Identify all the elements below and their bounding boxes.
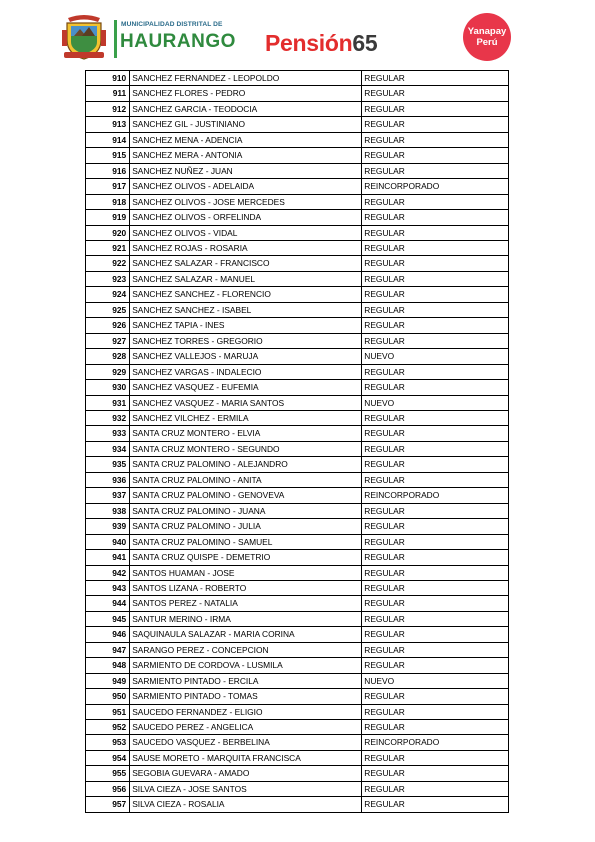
row-number: 941 bbox=[86, 550, 130, 565]
beneficiary-status: REGULAR bbox=[362, 194, 509, 209]
beneficiary-name: SANTA CRUZ PALOMINO - GENOVEVA bbox=[130, 488, 362, 503]
beneficiary-name: SANTOS LIZANA - ROBERTO bbox=[130, 580, 362, 595]
row-number: 915 bbox=[86, 148, 130, 163]
table-row bbox=[86, 673, 509, 688]
beneficiary-status: REGULAR bbox=[362, 580, 509, 595]
row-number: 930 bbox=[86, 380, 130, 395]
beneficiary-name: SARMIENTO PINTADO - ERCILA bbox=[130, 673, 362, 688]
row-number: 917 bbox=[86, 179, 130, 194]
row-number: 925 bbox=[86, 302, 130, 317]
table-row bbox=[86, 101, 509, 116]
beneficiary-status: REGULAR bbox=[362, 781, 509, 796]
table-row bbox=[86, 364, 509, 379]
row-number: 942 bbox=[86, 565, 130, 580]
row-number: 913 bbox=[86, 117, 130, 132]
table-row bbox=[86, 318, 509, 333]
municipality-logo bbox=[114, 20, 236, 60]
beneficiary-status: REGULAR bbox=[362, 101, 509, 116]
beneficiary-status: REGULAR bbox=[362, 132, 509, 147]
beneficiary-status: REINCORPORADO bbox=[362, 735, 509, 750]
table-row bbox=[86, 596, 509, 611]
table-row bbox=[86, 550, 509, 565]
beneficiary-status: REGULAR bbox=[362, 642, 509, 657]
beneficiary-name: SANCHEZ TORRES - GREGORIO bbox=[130, 333, 362, 348]
table-row bbox=[86, 750, 509, 765]
table-row bbox=[86, 410, 509, 425]
beneficiary-name: SARMIENTO DE CORDOVA - LUSMILA bbox=[130, 658, 362, 673]
beneficiary-name: SILVA CIEZA - JOSE SANTOS bbox=[130, 781, 362, 796]
beneficiary-status: REGULAR bbox=[362, 287, 509, 302]
table-row bbox=[86, 488, 509, 503]
beneficiary-status: REGULAR bbox=[362, 627, 509, 642]
beneficiary-name: SANTA CRUZ PALOMINO - ANITA bbox=[130, 472, 362, 487]
row-number: 931 bbox=[86, 395, 130, 410]
beneficiary-name: SANCHEZ ROJAS - ROSARIA bbox=[130, 240, 362, 255]
row-number: 918 bbox=[86, 194, 130, 209]
beneficiary-status: REGULAR bbox=[362, 426, 509, 441]
beneficiary-status: NUEVO bbox=[362, 349, 509, 364]
beneficiary-status: REGULAR bbox=[362, 380, 509, 395]
row-number: 934 bbox=[86, 441, 130, 456]
table-row bbox=[86, 240, 509, 255]
beneficiary-name: SARMIENTO PINTADO - TOMAS bbox=[130, 689, 362, 704]
table-row bbox=[86, 426, 509, 441]
beneficiary-status: REGULAR bbox=[362, 86, 509, 101]
table-row bbox=[86, 720, 509, 735]
beneficiary-name: SARANGO PEREZ - CONCEPCION bbox=[130, 642, 362, 657]
row-number: 949 bbox=[86, 673, 130, 688]
beneficiary-status: REGULAR bbox=[362, 457, 509, 472]
beneficiary-status: REGULAR bbox=[362, 71, 509, 86]
row-number: 956 bbox=[86, 781, 130, 796]
municipal-crest-logo bbox=[62, 14, 106, 60]
beneficiary-status: REGULAR bbox=[362, 271, 509, 286]
municipality-label: MUNICIPALIDAD DISTRITAL DE bbox=[121, 21, 223, 28]
beneficiaries-table-body bbox=[86, 71, 509, 813]
beneficiary-name: SAUSE MORETO - MARQUITA FRANCISCA bbox=[130, 750, 362, 765]
beneficiary-status: REGULAR bbox=[362, 720, 509, 735]
pension-number: 65 bbox=[352, 30, 378, 56]
row-number: 952 bbox=[86, 720, 130, 735]
beneficiary-status: REGULAR bbox=[362, 117, 509, 132]
beneficiary-status: REGULAR bbox=[362, 550, 509, 565]
beneficiary-name: SANCHEZ VASQUEZ - MARIA SANTOS bbox=[130, 395, 362, 410]
beneficiary-name: SANCHEZ FLORES - PEDRO bbox=[130, 86, 362, 101]
pension65-logo bbox=[265, 30, 377, 57]
table-row bbox=[86, 627, 509, 642]
beneficiary-status: REGULAR bbox=[362, 364, 509, 379]
beneficiary-name: SAUCEDO VASQUEZ - BERBELINA bbox=[130, 735, 362, 750]
row-number: 951 bbox=[86, 704, 130, 719]
beneficiary-status: REGULAR bbox=[362, 611, 509, 626]
beneficiary-status: REGULAR bbox=[362, 210, 509, 225]
beneficiary-name: SAUCEDO PEREZ - ANGELICA bbox=[130, 720, 362, 735]
row-number: 914 bbox=[86, 132, 130, 147]
row-number: 924 bbox=[86, 287, 130, 302]
row-number: 950 bbox=[86, 689, 130, 704]
beneficiary-status: REGULAR bbox=[362, 596, 509, 611]
row-number: 953 bbox=[86, 735, 130, 750]
beneficiary-status: REGULAR bbox=[362, 333, 509, 348]
row-number: 943 bbox=[86, 580, 130, 595]
beneficiary-status: REGULAR bbox=[362, 565, 509, 580]
row-number: 929 bbox=[86, 364, 130, 379]
page-header bbox=[0, 0, 595, 68]
beneficiary-name: SANCHEZ VARGAS - INDALECIO bbox=[130, 364, 362, 379]
beneficiary-name: SANCHEZ SANCHEZ - FLORENCIO bbox=[130, 287, 362, 302]
beneficiary-name: SANTA CRUZ MONTERO - SEGUNDO bbox=[130, 441, 362, 456]
table-row bbox=[86, 287, 509, 302]
beneficiary-status: REGULAR bbox=[362, 797, 509, 812]
beneficiary-name: SANCHEZ VASQUEZ - EUFEMIA bbox=[130, 380, 362, 395]
beneficiary-status: REGULAR bbox=[362, 534, 509, 549]
table-row bbox=[86, 658, 509, 673]
beneficiary-name: SANTUR MERINO - IRMA bbox=[130, 611, 362, 626]
beneficiary-name: SANCHEZ GARCIA - TEODOCIA bbox=[130, 101, 362, 116]
table-row bbox=[86, 519, 509, 534]
beneficiary-status: REGULAR bbox=[362, 225, 509, 240]
beneficiary-name: SANCHEZ GIL - JUSTINIANO bbox=[130, 117, 362, 132]
table-row bbox=[86, 611, 509, 626]
beneficiaries-table bbox=[85, 70, 509, 813]
beneficiary-name: SANCHEZ OLIVOS - ORFELINDA bbox=[130, 210, 362, 225]
row-number: 923 bbox=[86, 271, 130, 286]
table-row bbox=[86, 457, 509, 472]
row-number: 937 bbox=[86, 488, 130, 503]
pension-word: Pensión bbox=[265, 30, 353, 56]
beneficiary-name: SANCHEZ OLIVOS - ADELAIDA bbox=[130, 179, 362, 194]
table-row bbox=[86, 766, 509, 781]
beneficiary-name: SANCHEZ SALAZAR - FRANCISCO bbox=[130, 256, 362, 271]
beneficiary-status: REGULAR bbox=[362, 441, 509, 456]
table-row bbox=[86, 534, 509, 549]
beneficiary-name: SAQUINAULA SALAZAR - MARIA CORINA bbox=[130, 627, 362, 642]
table-row bbox=[86, 117, 509, 132]
table-row bbox=[86, 163, 509, 178]
beneficiary-name: SANCHEZ TAPIA - INES bbox=[130, 318, 362, 333]
table-row bbox=[86, 580, 509, 595]
table-row bbox=[86, 148, 509, 163]
beneficiary-status: REINCORPORADO bbox=[362, 488, 509, 503]
beneficiary-status: REGULAR bbox=[362, 318, 509, 333]
beneficiary-name: SANCHEZ SANCHEZ - ISABEL bbox=[130, 302, 362, 317]
row-number: 919 bbox=[86, 210, 130, 225]
table-row bbox=[86, 132, 509, 147]
beneficiary-status: REGULAR bbox=[362, 410, 509, 425]
beneficiary-status: REGULAR bbox=[362, 240, 509, 255]
table-row bbox=[86, 302, 509, 317]
table-row bbox=[86, 333, 509, 348]
beneficiary-status: REGULAR bbox=[362, 658, 509, 673]
row-number: 954 bbox=[86, 750, 130, 765]
beneficiary-name: SANTA CRUZ PALOMINO - SAMUEL bbox=[130, 534, 362, 549]
logo-accent-bar bbox=[114, 20, 117, 58]
row-number: 957 bbox=[86, 797, 130, 812]
beneficiary-name: SANTA CRUZ PALOMINO - JUANA bbox=[130, 503, 362, 518]
beneficiary-name: SANCHEZ OLIVOS - JOSE MERCEDES bbox=[130, 194, 362, 209]
table-row bbox=[86, 225, 509, 240]
table-row bbox=[86, 642, 509, 657]
row-number: 921 bbox=[86, 240, 130, 255]
beneficiary-name: SANTOS PEREZ - NATALIA bbox=[130, 596, 362, 611]
row-number: 955 bbox=[86, 766, 130, 781]
table-row bbox=[86, 271, 509, 286]
row-number: 944 bbox=[86, 596, 130, 611]
beneficiary-status: REGULAR bbox=[362, 163, 509, 178]
beneficiary-status: REGULAR bbox=[362, 472, 509, 487]
beneficiary-status: NUEVO bbox=[362, 673, 509, 688]
beneficiary-name: SANTA CRUZ MONTERO - ELVIA bbox=[130, 426, 362, 441]
beneficiary-name: SANCHEZ NUÑEZ - JUAN bbox=[130, 163, 362, 178]
row-number: 911 bbox=[86, 86, 130, 101]
row-number: 938 bbox=[86, 503, 130, 518]
table-row bbox=[86, 210, 509, 225]
beneficiary-status: NUEVO bbox=[362, 395, 509, 410]
row-number: 922 bbox=[86, 256, 130, 271]
beneficiary-name: SANTA CRUZ PALOMINO - JULIA bbox=[130, 519, 362, 534]
beneficiary-status: REGULAR bbox=[362, 148, 509, 163]
beneficiary-name: SANCHEZ SALAZAR - MANUEL bbox=[130, 271, 362, 286]
yanapay-line2: Perú bbox=[476, 37, 498, 48]
table-row bbox=[86, 86, 509, 101]
row-number: 926 bbox=[86, 318, 130, 333]
beneficiary-name: SANCHEZ OLIVOS - VIDAL bbox=[130, 225, 362, 240]
yanapay-peru-logo bbox=[463, 13, 511, 61]
table-row bbox=[86, 179, 509, 194]
table-row bbox=[86, 689, 509, 704]
row-number: 946 bbox=[86, 627, 130, 642]
row-number: 935 bbox=[86, 457, 130, 472]
beneficiary-status: REINCORPORADO bbox=[362, 179, 509, 194]
row-number: 916 bbox=[86, 163, 130, 178]
row-number: 910 bbox=[86, 71, 130, 86]
beneficiary-status: REGULAR bbox=[362, 519, 509, 534]
row-number: 932 bbox=[86, 410, 130, 425]
table-row bbox=[86, 503, 509, 518]
table-row bbox=[86, 380, 509, 395]
row-number: 920 bbox=[86, 225, 130, 240]
table-row bbox=[86, 781, 509, 796]
beneficiary-name: SANTOS HUAMAN - JOSE bbox=[130, 565, 362, 580]
beneficiary-name: SAUCEDO FERNANDEZ - ELIGIO bbox=[130, 704, 362, 719]
beneficiary-name: SANCHEZ VALLEJOS - MARUJA bbox=[130, 349, 362, 364]
beneficiary-name: SANTA CRUZ QUISPE - DEMETRIO bbox=[130, 550, 362, 565]
table-row bbox=[86, 194, 509, 209]
beneficiary-status: REGULAR bbox=[362, 704, 509, 719]
row-number: 912 bbox=[86, 101, 130, 116]
row-number: 945 bbox=[86, 611, 130, 626]
table-row bbox=[86, 71, 509, 86]
row-number: 939 bbox=[86, 519, 130, 534]
row-number: 928 bbox=[86, 349, 130, 364]
table-row bbox=[86, 441, 509, 456]
beneficiary-status: REGULAR bbox=[362, 750, 509, 765]
municipality-name: HAURANGO bbox=[120, 31, 236, 52]
row-number: 933 bbox=[86, 426, 130, 441]
beneficiary-status: REGULAR bbox=[362, 256, 509, 271]
row-number: 948 bbox=[86, 658, 130, 673]
beneficiary-name: SANCHEZ MERA - ANTONIA bbox=[130, 148, 362, 163]
row-number: 940 bbox=[86, 534, 130, 549]
table-row bbox=[86, 349, 509, 364]
table-row bbox=[86, 395, 509, 410]
beneficiary-status: REGULAR bbox=[362, 302, 509, 317]
beneficiary-status: REGULAR bbox=[362, 766, 509, 781]
beneficiary-name: SANCHEZ FERNANDEZ - LEOPOLDO bbox=[130, 71, 362, 86]
table-row bbox=[86, 735, 509, 750]
table-row bbox=[86, 704, 509, 719]
beneficiary-name: SANCHEZ MENA - ADENCIA bbox=[130, 132, 362, 147]
beneficiary-name: SEGOBIA GUEVARA - AMADO bbox=[130, 766, 362, 781]
table-row bbox=[86, 565, 509, 580]
beneficiary-status: REGULAR bbox=[362, 503, 509, 518]
table-row bbox=[86, 472, 509, 487]
row-number: 947 bbox=[86, 642, 130, 657]
beneficiary-name: SANTA CRUZ PALOMINO - ALEJANDRO bbox=[130, 457, 362, 472]
beneficiary-name: SILVA CIEZA - ROSALIA bbox=[130, 797, 362, 812]
table-row bbox=[86, 797, 509, 812]
beneficiary-status: REGULAR bbox=[362, 689, 509, 704]
beneficiary-name: SANCHEZ VILCHEZ - ERMILA bbox=[130, 410, 362, 425]
row-number: 927 bbox=[86, 333, 130, 348]
row-number: 936 bbox=[86, 472, 130, 487]
table-row bbox=[86, 256, 509, 271]
yanapay-line1: Yanapay bbox=[467, 26, 507, 37]
